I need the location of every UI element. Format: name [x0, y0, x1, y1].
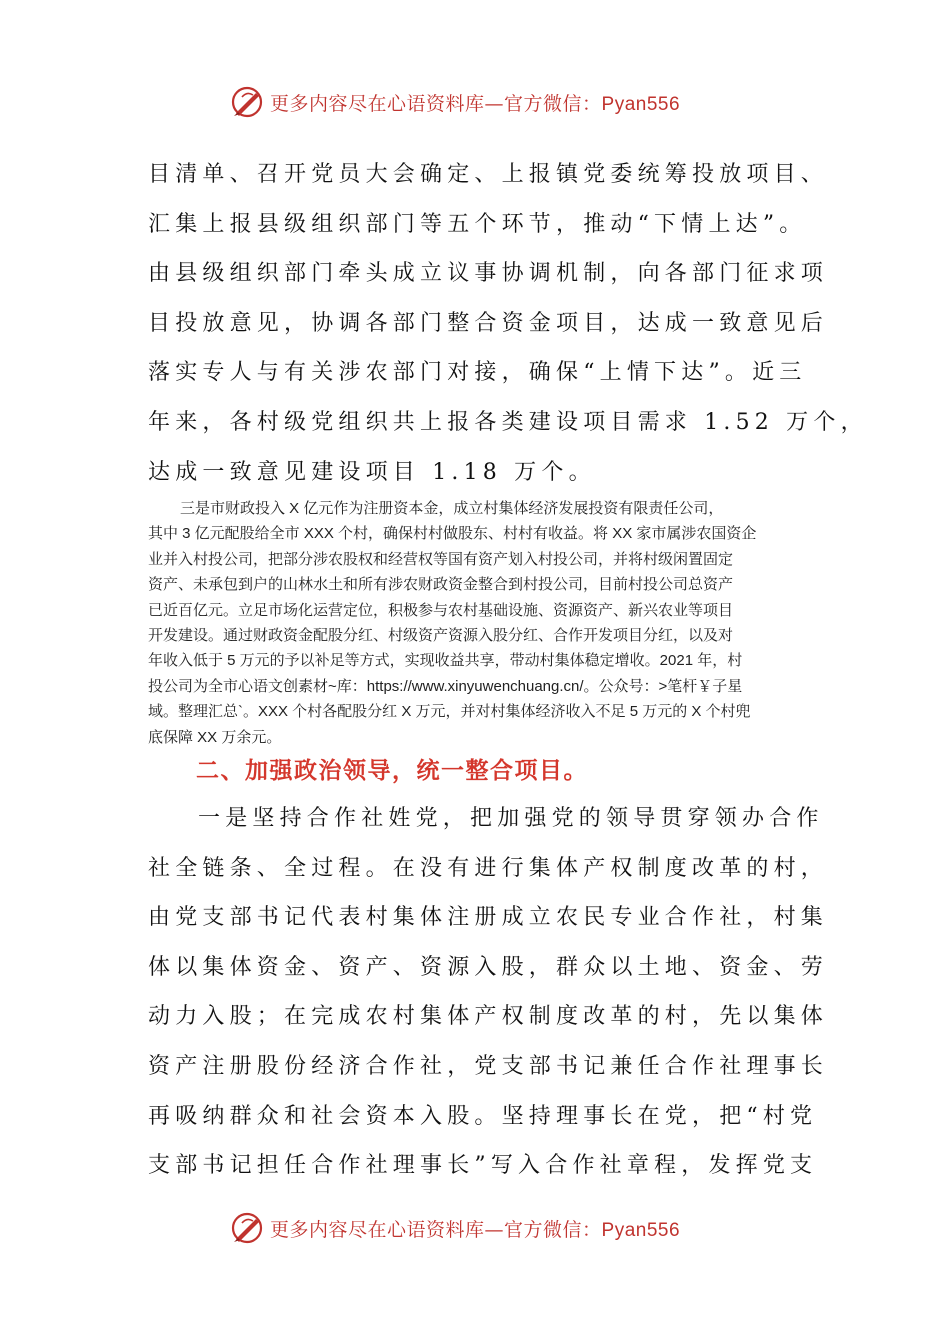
text-line: 再吸纳群众和社会资本入股。坚持理事长在党，把“村党 — [148, 1103, 818, 1129]
text-line: 目清单、召开党员大会确定、上报镇党委统筹投放项目、 — [148, 162, 829, 187]
text-line: 目投放意见，协调各部门整合资金项目，达成一致意见后 — [148, 310, 829, 336]
banner-dash: — — [484, 92, 505, 115]
footer-banner — [230, 1208, 750, 1248]
text-line: 达成一致意见建设项目 1.18 万个。 — [148, 459, 596, 485]
text-line: 资产注册股份经济合作社，党支部书记兼任合作社理事长 — [148, 1053, 829, 1079]
banner-title: 更多内容尽在心语资料库 — [270, 1218, 485, 1241]
text-line: 业并入村投公司，把部分涉农股权和经营权等国有资产划入村投公司，并将村级闲置固定 — [148, 550, 734, 568]
banner-wechat-label: 官方微信： — [504, 1218, 602, 1241]
banner-text — [270, 89, 680, 116]
header-banner — [230, 82, 750, 122]
text-line: 由县级组织部门牵头成立议事协调机制，向各部门征求项 — [148, 261, 829, 287]
body-paragraph-small — [148, 496, 810, 750]
text-line: 年来，各村级党组织共上报各类建设项目需求 1.52 万个， — [148, 409, 868, 435]
text-line: 落实专人与有关涉农部门对接，确保“上情下达”。近三 — [148, 360, 807, 386]
text-line: 资产、未承包到户的山林水土和所有涉农财政资金整合到村投公司，目前村投公司总资产 — [148, 576, 734, 594]
text-line: 其中 3 亿元配股给全市 XXX 个村，确保村村做股东、村村有收益。将 XX 家市属涉农国资企 — [148, 525, 757, 543]
text-line: 动力入股；在完成农村集体产权制度改革的村，先以集体 — [148, 1004, 829, 1030]
text-line: 体以集体资金、资产、资源入股，群众以土地、资金、劳 — [148, 954, 829, 980]
text-line: 三是市财政投入 X 亿元作为注册资本金，成立村集体经济发展投资有限责任公司， — [180, 500, 724, 517]
text-line: 已近百亿元。立足市场化运营定位，积极参与农村基础设施、资源资产、新兴农业等项目 — [148, 601, 734, 619]
banner-title: 更多内容尽在心语资料库 — [270, 92, 485, 115]
text-line: 社全链条、全过程。在没有进行集体产权制度改革的村， — [148, 855, 829, 881]
banner-wechat-label: 官方微信： — [504, 92, 602, 115]
text-line: 支部书记担任合作社理事长”写入合作社章程，发挥党支 — [148, 1153, 818, 1179]
text-line: 年收入低于 5 万元的予以补足等方式，实现收益共享，带动村集体稳定增收。2021 年，村 — [148, 652, 743, 670]
banner-wechat-id: Pyan556 — [601, 1219, 681, 1241]
pen-logo-icon — [230, 1211, 264, 1245]
text-line: 由党支部书记代表村集体注册成立农民专业合作社，村集 — [148, 905, 829, 931]
banner-wechat-id: Pyan556 — [601, 93, 681, 115]
text-line: 一是坚持合作社姓党，把加强党的领导贯穿领办合作 — [198, 806, 824, 831]
banner-text — [270, 1215, 680, 1242]
text-line: 汇集上报县级组织部门等五个环节，推动“下情上达”。 — [148, 211, 807, 237]
banner-dash: — — [484, 1218, 505, 1241]
text-line: 底保障 XX 万余元。 — [148, 728, 282, 746]
body-paragraph-top — [148, 150, 868, 497]
body-paragraph-bottom — [148, 794, 829, 1191]
text-line: 开发建设。通过财政资金配股分红、村级资产资源入股分红、合作开发项目分红，以及对 — [148, 627, 734, 645]
text-line: 投公司为全市心语文创素材~库：https://www.xinyuwenchuang.cn/。公众号：>笔杆￥子星 — [148, 677, 743, 695]
section-heading: 二、加强政治领导，统一整合项目。 — [196, 758, 588, 784]
pen-logo-icon — [230, 85, 264, 119]
text-line: 域。整理汇总`。XXX 个村各配股分红 X 万元，并对村集体经济收入不足 5 万元的 X 个村兜 — [148, 703, 751, 721]
